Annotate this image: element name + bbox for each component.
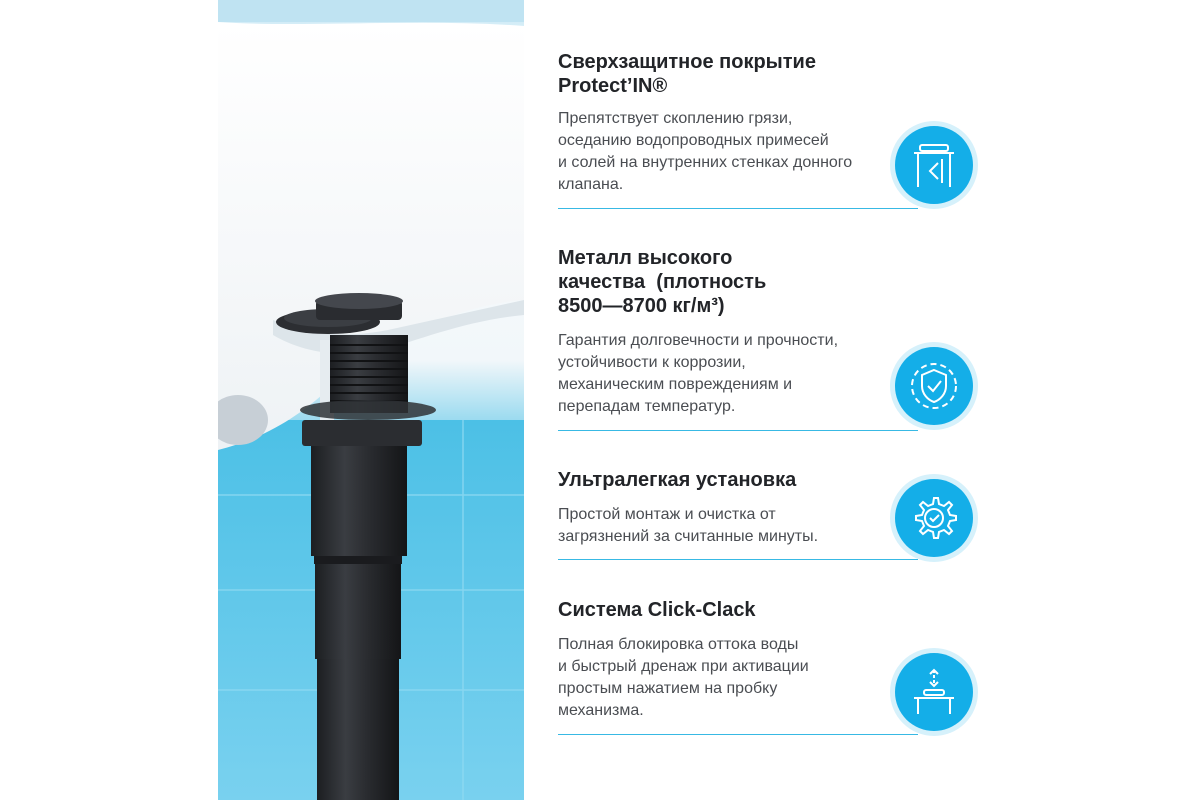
feature-click-clack bbox=[558, 598, 918, 722]
feature-description: Гарантия долговечности и прочности, устойчивости к коррозии, механическим повреждениям и перепадам температур. bbox=[558, 332, 839, 415]
feature-description: Простой монтаж и очистка от загрязнений за считанные минуты. bbox=[558, 506, 819, 545]
push-plug-icon bbox=[890, 648, 978, 736]
divider bbox=[558, 208, 918, 209]
feature-title: Система Click-Clack bbox=[558, 599, 756, 621]
shield-check-icon bbox=[890, 342, 978, 430]
feature-title: Сверхзащитное покрытие Protect’IN® bbox=[558, 51, 816, 97]
feature-description: Полная блокировка оттока воды и быстрый дренаж при активации простым нажатием на пробку механизма. bbox=[558, 636, 809, 719]
gear-check-icon bbox=[890, 474, 978, 562]
feature-protectin bbox=[558, 50, 918, 196]
divider bbox=[558, 430, 918, 431]
divider bbox=[558, 559, 918, 560]
feature-title: Ультралегкая установка bbox=[558, 469, 797, 491]
drain-valve-illustration bbox=[218, 0, 524, 800]
feature-metal-quality bbox=[558, 246, 918, 418]
feature-title: Металл высокого качества (плотность 8500—8700 кг/м³) bbox=[558, 247, 767, 317]
divider bbox=[558, 734, 918, 735]
product-photo bbox=[218, 0, 524, 800]
feature-description: Препятствует скоплению грязи, оседанию водопроводных примесей и солей на внутренних стенках донного клапана. bbox=[558, 110, 853, 193]
feature-easy-install bbox=[558, 468, 918, 548]
valve-cross-section-icon bbox=[890, 121, 978, 209]
